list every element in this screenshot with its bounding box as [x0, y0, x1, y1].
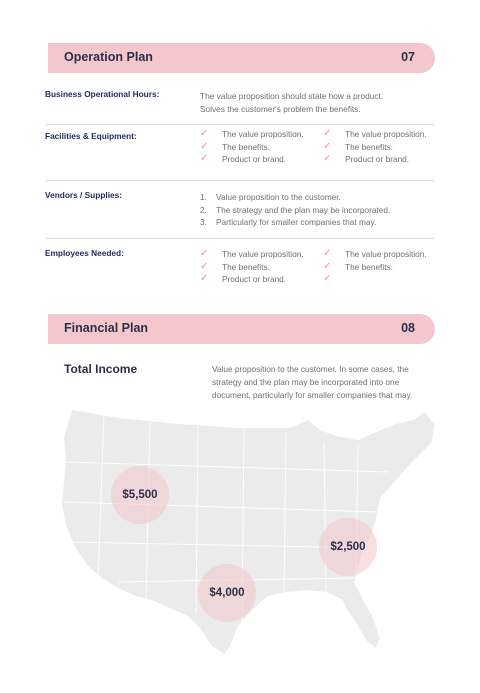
check-icon: ✓ [200, 140, 209, 152]
item-text: The benefits. [345, 261, 393, 272]
income-bubble-south: $4,000 [198, 564, 256, 622]
item-number: 2. [200, 204, 207, 215]
item-text: The strategy and the plan may be incorporated. [216, 204, 391, 215]
item-text: Particularly for smaller companies that may. [216, 217, 377, 227]
check-icon: ✓ [200, 153, 209, 164]
check-icon: ✓ [200, 248, 209, 259]
employees-list-col2 [323, 248, 427, 286]
list-item [323, 261, 427, 274]
income-bubble-west: $5,500 [111, 466, 169, 524]
list-item [200, 216, 390, 229]
list-item [200, 248, 304, 261]
check-icon: ✓ [200, 128, 209, 139]
check-icon: ✓ [323, 128, 332, 139]
list-item [200, 204, 390, 217]
list-item [200, 261, 304, 274]
check-icon: ✓ [323, 248, 332, 259]
item-text: Product or brand. [222, 154, 287, 164]
vendors-list [200, 191, 390, 229]
list-item [200, 191, 390, 204]
list-item [200, 153, 304, 166]
list-item [200, 273, 304, 286]
item-text: The benefits. [222, 141, 270, 152]
facilities-list-col1 [200, 128, 304, 166]
divider [45, 238, 435, 239]
facilities-label: Facilities & Equipment: [45, 131, 137, 141]
item-text: The value proposition. [345, 249, 427, 259]
financial-plan-header [48, 314, 435, 344]
item-text: The value proposition. [345, 129, 427, 139]
text-line: The value proposition should state how a product. [200, 91, 384, 101]
check-icon: ✓ [200, 273, 209, 284]
list-item [323, 248, 427, 261]
list-item [323, 153, 427, 166]
business-hours-label: Business Operational Hours: [45, 89, 160, 99]
check-icon: ✓ [323, 140, 332, 152]
item-number: 3. [200, 217, 207, 227]
facilities-list-col2 [323, 128, 427, 166]
item-text: The value proposition. [222, 129, 304, 139]
vendors-label: Vendors / Supplies: [45, 190, 122, 200]
list-item [323, 128, 427, 141]
text-line: document, particularly for smaller companies that may. [212, 390, 413, 400]
check-icon: ✓ [323, 260, 332, 272]
employees-list-col1 [200, 248, 304, 286]
text-line: Value proposition to the customer. In some cases, the [212, 364, 409, 374]
list-item [200, 141, 304, 154]
income-bubble-east: $2,500 [319, 518, 377, 576]
operation-plan-header [48, 43, 435, 73]
usa-mainland-shape [62, 410, 434, 654]
divider [45, 180, 435, 181]
check-icon: ✓ [200, 260, 209, 272]
check-icon: ✓ [323, 153, 332, 164]
total-income-text [212, 363, 412, 402]
list-item [323, 273, 427, 286]
text-line: strategy and the plan may be incorporated into one [212, 377, 400, 387]
section-title: Operation Plan [64, 50, 153, 64]
business-hours-text [200, 90, 383, 116]
section-number: 08 [401, 321, 415, 335]
item-text: Product or brand. [345, 154, 410, 164]
item-text: The benefits. [345, 141, 393, 152]
list-item [323, 141, 427, 154]
list-item [200, 128, 304, 141]
item-text: The value proposition. [222, 249, 304, 259]
text-line: Solves the customer's problem the benefits. [200, 104, 361, 114]
section-number: 07 [401, 50, 415, 64]
usa-map-icon [58, 402, 438, 664]
total-income-title: Total Income [64, 362, 138, 376]
check-icon: ✓ [323, 273, 332, 284]
item-text: Value proposition to the customer. [216, 192, 341, 202]
item-text: The benefits. [222, 261, 270, 272]
section-title: Financial Plan [64, 321, 149, 335]
divider [45, 124, 435, 125]
item-text: Product or brand. [222, 274, 287, 284]
item-number: 1. [200, 192, 207, 202]
employees-label: Employees Needed: [45, 248, 124, 258]
